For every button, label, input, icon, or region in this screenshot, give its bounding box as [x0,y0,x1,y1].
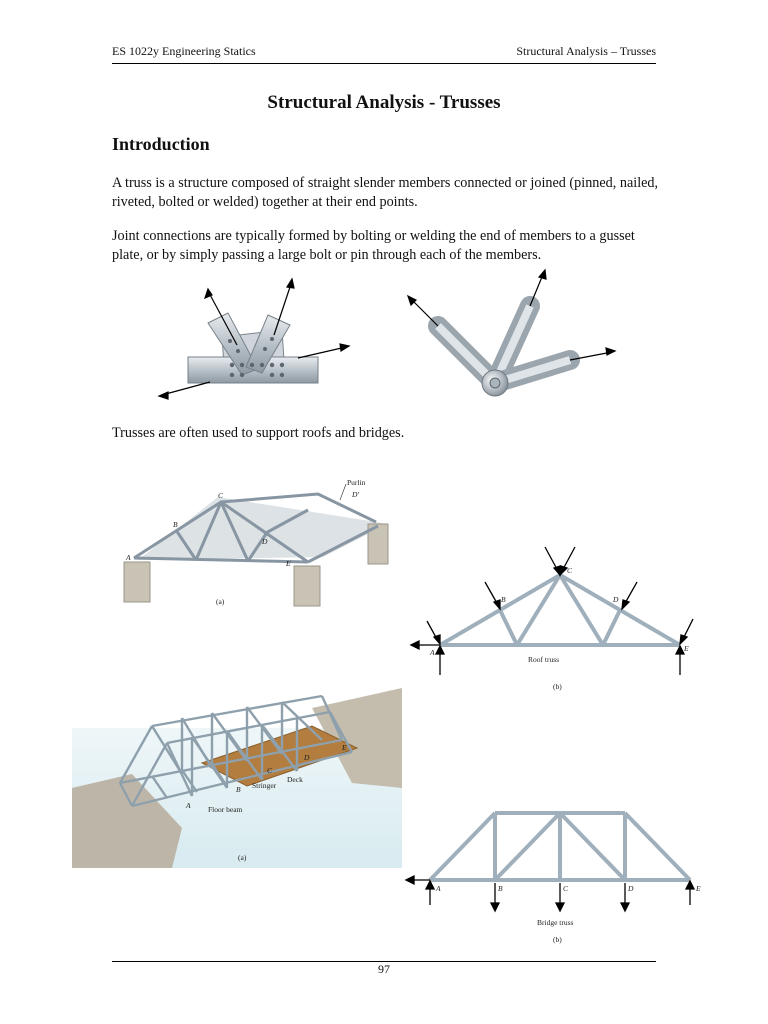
bridge-3d-caption: (a) [238,853,247,862]
paragraph-definition: A truss is a structure composed of straight slender members connected or joined (pinned, nailed, riveted, bolted or welded) together at their end points. [112,175,659,210]
page-number: 97 [378,962,390,976]
bridge-2d-label-e: E [696,884,701,893]
roof-2d-label-a: A [430,648,435,657]
bridge-3d-label-deck: Deck [287,775,303,784]
roof-3d-label-d-prime: D' [352,490,360,499]
bridge-3d-label-c: C [267,766,273,775]
roof-truss-2d-figure [405,545,705,695]
roof-3d-label-d: D [262,537,268,546]
bridge-2d-label-d: D [628,884,634,893]
roof-2d-label-e: E [684,644,689,653]
roof-3d-caption: (a) [216,597,225,606]
header-topic: Structural Analysis – Trusses [516,44,656,58]
roof-2d-caption: (b) [553,682,562,691]
pin-joint-figure [400,268,620,408]
bridge-3d-label-d: D [304,753,310,762]
bridge-2d-label-b: B [498,884,503,893]
bridge-3d-label-b: B [236,785,241,794]
bridge-2d-name: Bridge truss [537,918,574,927]
roof-2d-label-b: B [501,595,506,604]
paragraph-applications: Trusses are often used to support roofs and bridges. [112,425,405,441]
header-course: ES 1022y Engineering Statics [112,44,256,58]
bridge-2d-caption: (b) [553,935,562,944]
bridge-3d-label-floor-beam: Floor beam [208,805,243,814]
bridge-3d-label-e: E [342,743,347,752]
roof-3d-label-e: E [286,559,291,568]
section-heading: Introduction [112,134,210,154]
bridge-2d-label-a: A [436,884,441,893]
gusset-plate-joint-figure [150,275,360,410]
paragraph-joints: Joint connections are typically formed by bolting or welding the end of members to a gusset plate, or by simply passing a large bolt or pin through each of the members. [112,228,635,263]
roof-2d-label-c: C [567,566,573,575]
bridge-truss-2d-figure [400,805,720,955]
roof-3d-label-purlin: Purlin [347,478,366,487]
roof-3d-label-b: B [173,520,178,529]
bridge-3d-label-stringer: Stringer [252,781,277,790]
header-rule [112,63,656,64]
roof-3d-label-a: A [126,553,131,562]
roof-2d-label-d: D [613,595,619,604]
roof-3d-label-c: C [218,491,224,500]
roof-truss-3d-figure [118,472,398,612]
bridge-3d-label-a: A [186,801,191,810]
bridge-2d-label-c: C [563,884,569,893]
roof-2d-name: Roof truss [528,655,560,664]
bridge-truss-3d-figure [72,688,402,868]
page-title: Structural Analysis - Trusses [267,92,501,113]
